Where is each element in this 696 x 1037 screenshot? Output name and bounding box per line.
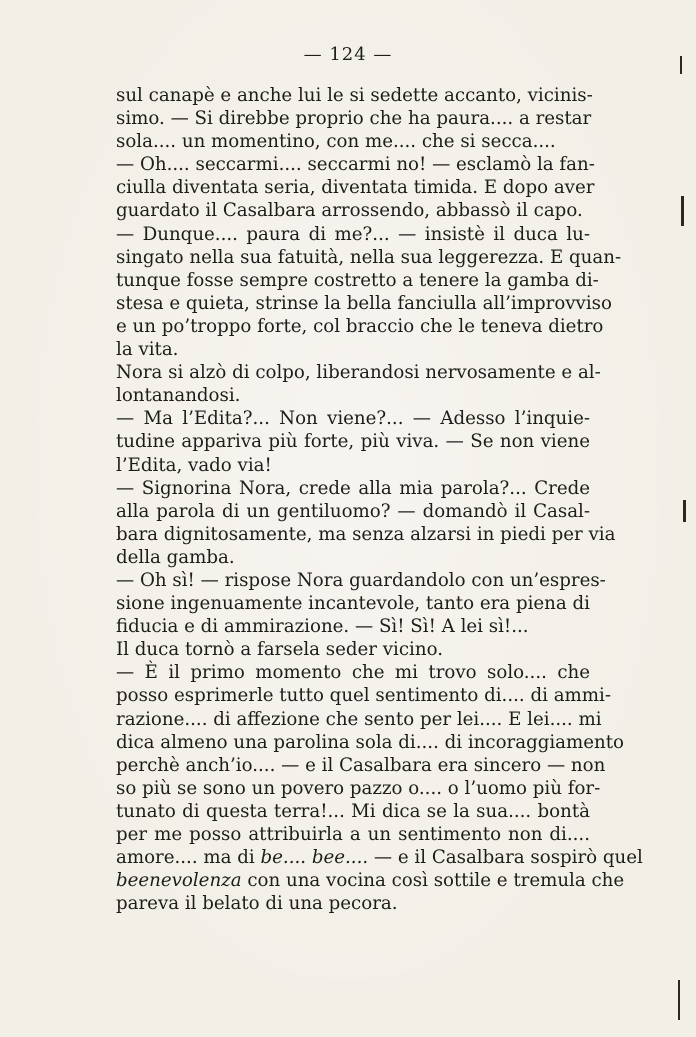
text-line: so più se sono un povero pazzo o.... o l’uomo più for- xyxy=(116,777,601,799)
text-line: fiducia e di ammirazione. — Sì! Sì! A lei sì!... xyxy=(116,616,529,638)
text-line: posso esprimerle tutto quel sentimento di.... di ammi- xyxy=(116,685,611,707)
text-line: razione.... di affezione che sento per lei.... E lei.... mi xyxy=(116,708,602,730)
text-line: singato nella sua fatuità, nella sua leggerezza. E quan- xyxy=(116,246,622,268)
text-line: — Signorina Nora, crede alla mia parola?... Crede xyxy=(116,477,590,499)
text-line: tudine appariva più forte, più viva. — Se non viene xyxy=(116,431,590,453)
text-line: — Oh sì! — rispose Nora guardandolo con un’espres- xyxy=(116,569,606,591)
text-line: amore.... ma di be.... bee.... — e il Casalbara sospirò quel xyxy=(116,847,643,869)
text-line: sul canapè e anche lui le si sedette accanto, vicinis- xyxy=(116,85,593,106)
text-line: pareva il belato di una pecora. xyxy=(116,893,398,915)
text-line: l’Edita, vado via! xyxy=(116,454,272,476)
text-line: tunato di questa terra!... Mi dica se la sua.... bontà xyxy=(116,800,590,822)
text-line: per me posso attribuirla a un sentimento non di.... xyxy=(116,824,590,845)
edge-mark xyxy=(678,980,680,1020)
text-line: beenevolenza con una vocina così sottile e tremula che xyxy=(116,870,625,892)
edge-mark xyxy=(680,56,682,74)
text-line: — Dunque.... paura di me?... — insistè il duca lu- xyxy=(116,223,590,245)
text-line: stesa e quieta, strinse la bella fanciulla all’improvviso xyxy=(116,292,612,314)
text-line: la vita. xyxy=(116,339,179,361)
edge-mark xyxy=(683,500,686,522)
text-line: — Oh.... seccarmi.... seccarmi no! — esclamò la fan- xyxy=(116,154,595,176)
page-number: — 124 — xyxy=(303,44,393,65)
text-line: guardato il Casalbara arrossendo, abbassò il capo. xyxy=(116,200,583,222)
text-line: e un po’troppo forte, col braccio che le teneva dietro xyxy=(116,315,604,337)
text-line: ciulla diventata seria, diventata timida. E dopo aver xyxy=(116,177,595,199)
text-line: sione ingenuamente incantevole, tanto era piena di xyxy=(116,593,590,615)
text-line: tunque fosse sempre costretto a tenere la gamba di- xyxy=(116,269,599,291)
text-line: Il duca tornò a farsela seder vicino. xyxy=(116,639,443,661)
text-line: sola.... un momentino, con me.... che si secca.... xyxy=(116,131,556,153)
text-line: della gamba. xyxy=(116,546,235,568)
text-line: — Ma l’Edita?... Non viene?... — Adesso l’inquie- xyxy=(116,408,590,430)
text-line: alla parola di un gentiluomo? — domandò il Casal- xyxy=(116,500,590,522)
text-line: Nora si alzò di colpo, liberandosi nervosamente e al- xyxy=(116,362,601,384)
text-line: lontanandosi. xyxy=(116,385,241,407)
text-line: dica almeno una parolina sola di.... di incoraggiamento xyxy=(116,731,624,753)
edge-mark xyxy=(681,196,684,226)
text-line: simo. — Si direbbe proprio che ha paura.... a restar xyxy=(116,108,592,130)
text-line: perchè anch’io.... — e il Casalbara era sincero — non xyxy=(116,754,606,776)
body-text xyxy=(116,84,643,915)
text-line: — È il primo momento che mi trovo solo.... che xyxy=(116,662,590,684)
text-line: bara dignitosamente, ma senza alzarsi in piedi per via xyxy=(116,523,616,545)
